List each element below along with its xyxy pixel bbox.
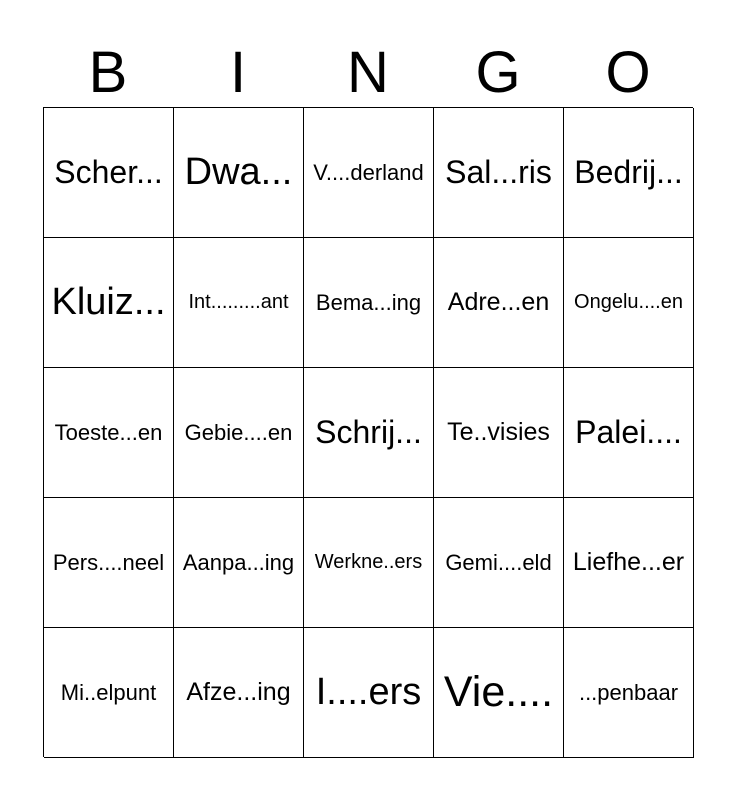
bingo-cell[interactable]: I....ers [304, 628, 434, 758]
bingo-cell[interactable]: Kluiz... [44, 238, 174, 368]
header-letter-i: I [229, 40, 247, 105]
bingo-cell[interactable]: Int.........ant [174, 238, 304, 368]
bingo-board [43, 107, 693, 757]
bingo-cell[interactable]: Ongelu....en [564, 238, 694, 368]
header-letter-b: B [88, 40, 128, 105]
bingo-cell[interactable]: Aanpa...ing [174, 498, 304, 628]
header-letter-g: G [475, 40, 521, 105]
bingo-cell[interactable]: V....derland [304, 108, 434, 238]
bingo-cell[interactable]: Bedrij... [564, 108, 694, 238]
bingo-cell[interactable]: Vie.... [434, 628, 564, 758]
bingo-cell[interactable]: Dwa... [174, 108, 304, 238]
bingo-cell[interactable]: Werkne..ers [304, 498, 434, 628]
bingo-header [43, 42, 693, 104]
bingo-cell[interactable]: Pers....neel [44, 498, 174, 628]
bingo-cell[interactable]: Afze...ing [174, 628, 304, 758]
bingo-cell[interactable]: ...penbaar [564, 628, 694, 758]
header-letter-n: N [347, 40, 389, 105]
bingo-cell[interactable]: Schrij... [304, 368, 434, 498]
header-letter-o: O [605, 40, 651, 105]
bingo-cell[interactable]: Te..visies [434, 368, 564, 498]
bingo-cell[interactable]: Bema...ing [304, 238, 434, 368]
bingo-cell[interactable]: Adre...en [434, 238, 564, 368]
bingo-cell[interactable]: Scher... [44, 108, 174, 238]
bingo-cell[interactable]: Sal...ris [434, 108, 564, 238]
bingo-cell[interactable]: Gebie....en [174, 368, 304, 498]
bingo-cell[interactable]: Liefhe...er [564, 498, 694, 628]
bingo-cell[interactable]: Toeste...en [44, 368, 174, 498]
bingo-cell[interactable]: Palei.... [564, 368, 694, 498]
bingo-cell[interactable]: Mi..elpunt [44, 628, 174, 758]
bingo-cell[interactable]: Gemi....eld [434, 498, 564, 628]
